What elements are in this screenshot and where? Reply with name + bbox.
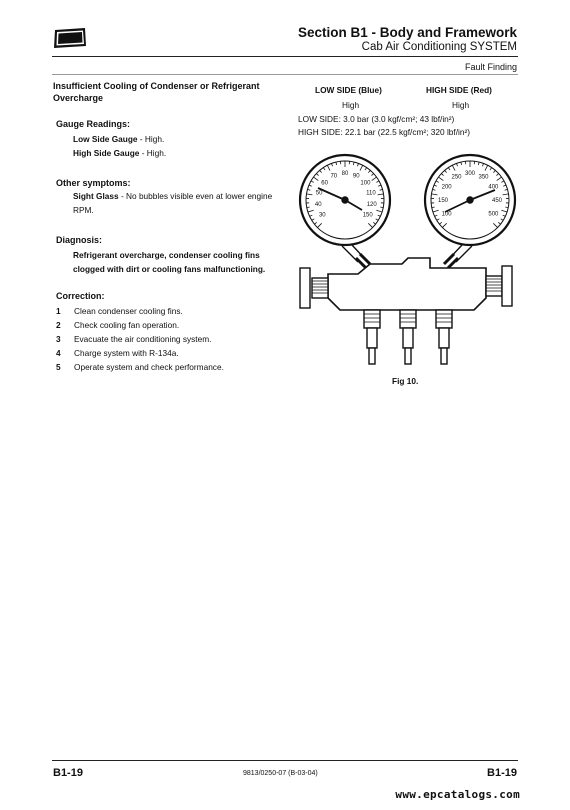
header-rule [52,56,518,57]
correction-step: 5 Operate system and check performance. [56,362,224,372]
gauge-tick-label: 250 [451,174,462,181]
document-reference: 9813/0250-07 (B-03-04) [243,770,318,777]
footer-rule [52,760,518,761]
gauge-tick-label: 100 [441,211,452,218]
diagnosis-text: Refrigerant overcharge, condenser cooling fins clogged with dirt or cooling fans malfunctioning. [73,250,266,274]
gauge-tick-label: 30 [318,212,326,219]
gauge-readings-heading: Gauge Readings: [56,119,131,129]
figure-caption: Fig 10. [392,376,419,386]
gauge-tick-label: 120 [366,201,377,208]
low-side-heading: LOW SIDE (Blue) [315,85,382,95]
high-side-value: High [452,100,470,110]
section-title: Section B1 - Body and Framework [297,25,517,40]
low-side-pressure: LOW SIDE: 3.0 bar (3.0 kgf/cm²; 43 lbf/in²) [298,114,455,124]
high-side-gauge-reading: High Side Gauge - High. [73,148,167,158]
page-number-left: B1-19 [53,767,83,779]
gauge-tick-label: 150 [362,212,373,219]
gauge-tick-label: 500 [488,211,499,218]
gauge-tick-label: 80 [341,171,349,177]
gauge-tick-label: 400 [488,184,499,191]
gauge-tick-label: 450 [491,198,503,204]
low-side-gauge [300,155,390,245]
high-side-pressure: HIGH SIDE: 22.1 bar (22.5 kgf/cm²; 320 lbf/in²) [298,127,470,137]
high-side-heading: HIGH SIDE (Red) [426,85,492,95]
gauge-tick-label: 200 [441,184,452,191]
gauge-tick-label: 90 [352,173,360,180]
section-subtitle: Cab Air Conditioning SYSTEM [361,41,517,53]
gauge-tick-label: 150 [437,198,449,204]
gauge-tick-label: 100 [360,180,371,187]
manifold-port [364,310,380,364]
correction-step: 2 Check cooling fan operation. [56,320,180,330]
low-side-gauge-reading: Low Side Gauge - High. [73,134,165,144]
gauge-tick-label: 70 [330,173,338,180]
correction-step: 3 Evacuate the air conditioning system. [56,334,212,344]
other-symptoms-heading: Other symptoms: [56,178,131,188]
subsection-label: Fault Finding [464,62,517,72]
gauge-tick-label: 110 [366,190,376,197]
problem-title: Insufficient Cooling of Condenser or Refrigerant Overcharge [53,81,260,103]
correction-step: 4 Charge system with R-134a. [56,348,179,358]
low-side-value: High [342,100,360,110]
manifold-port [436,310,452,364]
correction-step: 1 Clean condenser cooling fins. [56,306,183,316]
correction-heading: Correction: [56,291,105,301]
sight-glass-symptom: Sight Glass - No bubbles visible even at lower engine RPM. [73,191,273,215]
diagnosis-heading: Diagnosis: [56,235,103,245]
watermark-url: www.epcatalogs.com [395,788,520,801]
jcb-logo [52,26,88,50]
gauge-tick-label: 300 [464,171,476,177]
gauge-tick-label: 60 [321,180,328,187]
subsection-rule [52,74,518,75]
page-number-right: B1-19 [487,767,517,779]
high-side-gauge [425,155,515,245]
gauge-tick-label: 350 [478,174,489,181]
gauge-tick-label: 50 [315,190,323,197]
manifold-port [400,310,416,364]
gauge-tick-label: 40 [314,201,322,208]
manifold-gauge-illustration [290,150,522,375]
